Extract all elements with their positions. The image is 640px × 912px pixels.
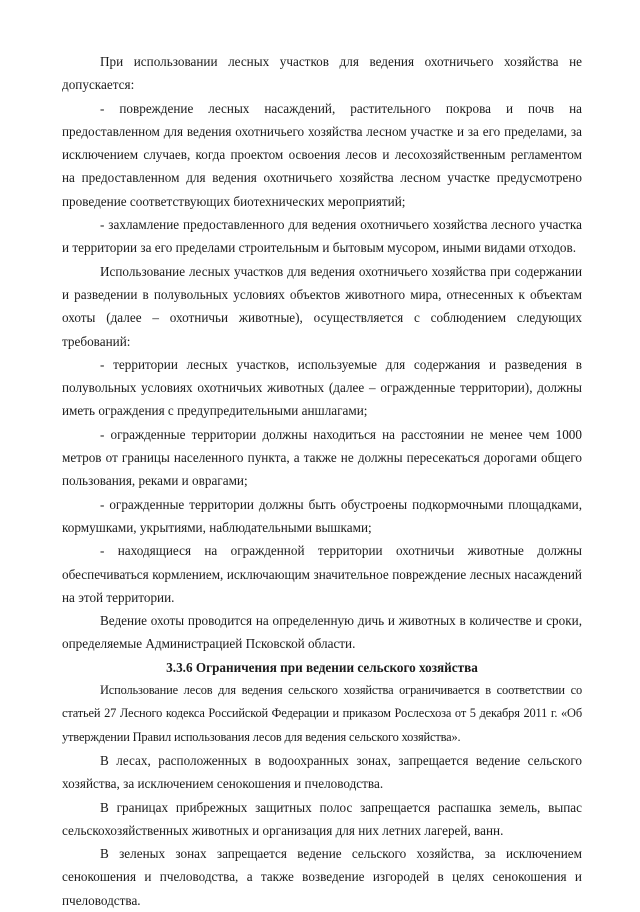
- list-item-littering: - захламление предоставленного для ведения охотничьего хозяйства лесного участка и территории за его пределами строительным и бытовым мусором, иными видами отходов.: [62, 217, 582, 256]
- paragraph-hunting-prohibitions-intro: При использовании лесных участков для ведения охотничьего хозяйства не допускается:: [62, 54, 582, 93]
- list-item-distance: - огражденные территории должны находиться на расстоянии не менее чем 1000 метров от границы населенного пункта, а также не должны пересекаться дорогами общего пользования, реками и оврагами;: [62, 426, 582, 489]
- paragraph-green-zones: В зеленых зонах запрещается ведение сельского хозяйства, за исключением сенокошения и пчеловодства, а также возведение изгородей в целях сенокошения и пчеловодства.: [62, 846, 582, 908]
- section-heading: 3.3.6 Ограничения при ведении сельского хозяйства: [166, 659, 478, 675]
- paragraph-agriculture-law: Использование лесов для ведения сельского хозяйства ограничивается в соответствии со статьей 27 Лесного кодекса Российской Федерации и приказом Рослесхоза от 5 декабря 2011 г. «Об утверждении Правил использования лесов для ведения сельского хозяйства».: [62, 683, 582, 744]
- list-item-fencing: - территории лесных участков, используемые для содержания и разведения в полувольных условиях охотничьих животных (далее – огражденные территории), должны иметь ограждения с предупредительными аншлагами;: [62, 356, 582, 419]
- list-item-feeding-sites: - огражденные территории должны быть обустроены подкормочными площадками, кормушками, укрытиями, наблюдательными вышками;: [62, 496, 582, 535]
- paragraph-semi-free-keeping-requirements: Использование лесных участков для ведения охотничьего хозяйства при содержании и разведении в полувольных условиях объектов животного мира, отнесенных к объектам охоты (далее – охотничьи животные), осуществляется с соблюдением следующих требований:: [62, 263, 582, 349]
- text-column: [62, 50, 582, 912]
- list-item-vegetation-damage: - повреждение лесных насаждений, растительного покрова и почв на предоставленном для ведения охотничьего хозяйства лесном участке и за его пределами, за исключением случаев, когда проектом освоения лесов и лесохозяйственным регламентом на предоставленном для ведения охотничьего хозяйства лесном участке предусмотрено проведение соответствующих биотехнических мероприятий;: [62, 100, 582, 209]
- paragraph-water-protection-zones: В лесах, расположенных в водоохранных зонах, запрещается ведение сельского хозяйства, за исключением сенокошения и пчеловодства.: [62, 752, 582, 792]
- paragraph-hunting-regulation: Ведение охоты проводится на определенную дичь и животных в количестве и сроки, определяемые Администрацией Псковской области.: [62, 613, 582, 652]
- list-item-animal-feeding: - находящиеся на огражденной территории охотничьи животные должны обеспечиваться кормлением, исключающим значительное повреждение лесных насаждений на этой территории.: [62, 543, 582, 605]
- paragraph-coastal-strips: В границах прибрежных защитных полос запрещается распашка земель, выпас сельскохозяйственных животных и организация для них летних лагерей, ванн.: [62, 799, 582, 838]
